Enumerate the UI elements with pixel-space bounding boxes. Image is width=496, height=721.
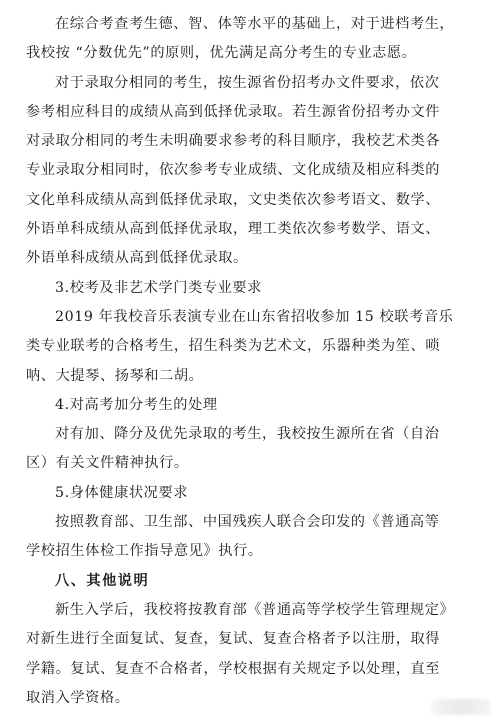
text-line: 类专业联考的合格考生，招生科类为艺术文，乐器种类为笙、唢 [26,338,441,355]
text-line: 对新生进行全面复试、复查，复试、复查合格者予以注册，取得 [26,631,441,648]
text-line: 外语单科成绩从高到低择优录取。 [26,250,248,267]
text-line: 学校招生体检工作指导意见》执行。 [26,543,263,560]
text-line: 学籍。复试、复查不合格者，学校根据有关规定予以处理，直至 [26,660,441,677]
text-line: 对录取分相同的考生未明确要求参考的科目顺序，我校艺术类各 [26,133,441,150]
text-line: 我校按 “分数优先”的原则，优先满足高分考生的专业志愿。 [26,45,417,62]
text-line: 区）有关文件精神执行。 [26,455,189,472]
text-line: 在综合考查考生德、智、体等水平的基础上，对于进档考生， [55,16,455,32]
text-line: 2019 年我校音乐表演专业在山东省招收参加 15 校联考音乐 [55,308,454,325]
document-body [26,10,470,713]
text-line: 对于录取分相同的考生，按生源省份招考办文件要求，依次 [55,74,440,91]
text-line: 新生入学后，我校将按教育部《普通高等学校学生管理规定》 [55,601,455,618]
text-line: 专业录取分相同时，依次参考专业成绩、文化成绩及相应科类的 [26,162,441,179]
section-heading: 八、其他说明 [55,572,150,589]
text-line: 文化单科成绩从高到低择优录取，文史类依次参考语文、数学、 [26,191,441,208]
text-line: 取消入学资格。 [26,689,130,706]
watermark-blur [432,699,490,715]
text-line: 3.校考及非艺术学门类专业要求 [55,279,262,296]
text-line: 按照教育部、卫生部、中国残疾人联合会印发的《普通高等 [55,514,440,531]
text-line: 4.对高考加分考生的处理 [55,396,218,413]
text-line: 对有加、降分及优先录取的考生，我校按生源所在省（自治 [55,426,440,443]
text-line: 外语单科成绩从高到低择优录取，理工类依次参考数学、语文、 [26,221,441,238]
text-line: 呐、大提琴、扬琴和二胡。 [26,367,204,384]
text-line: 参考相应科目的成绩从高到低择优录取。若生源省份招考办文件 [26,103,441,120]
text-line: 5.身体健康状况要求 [55,484,189,501]
